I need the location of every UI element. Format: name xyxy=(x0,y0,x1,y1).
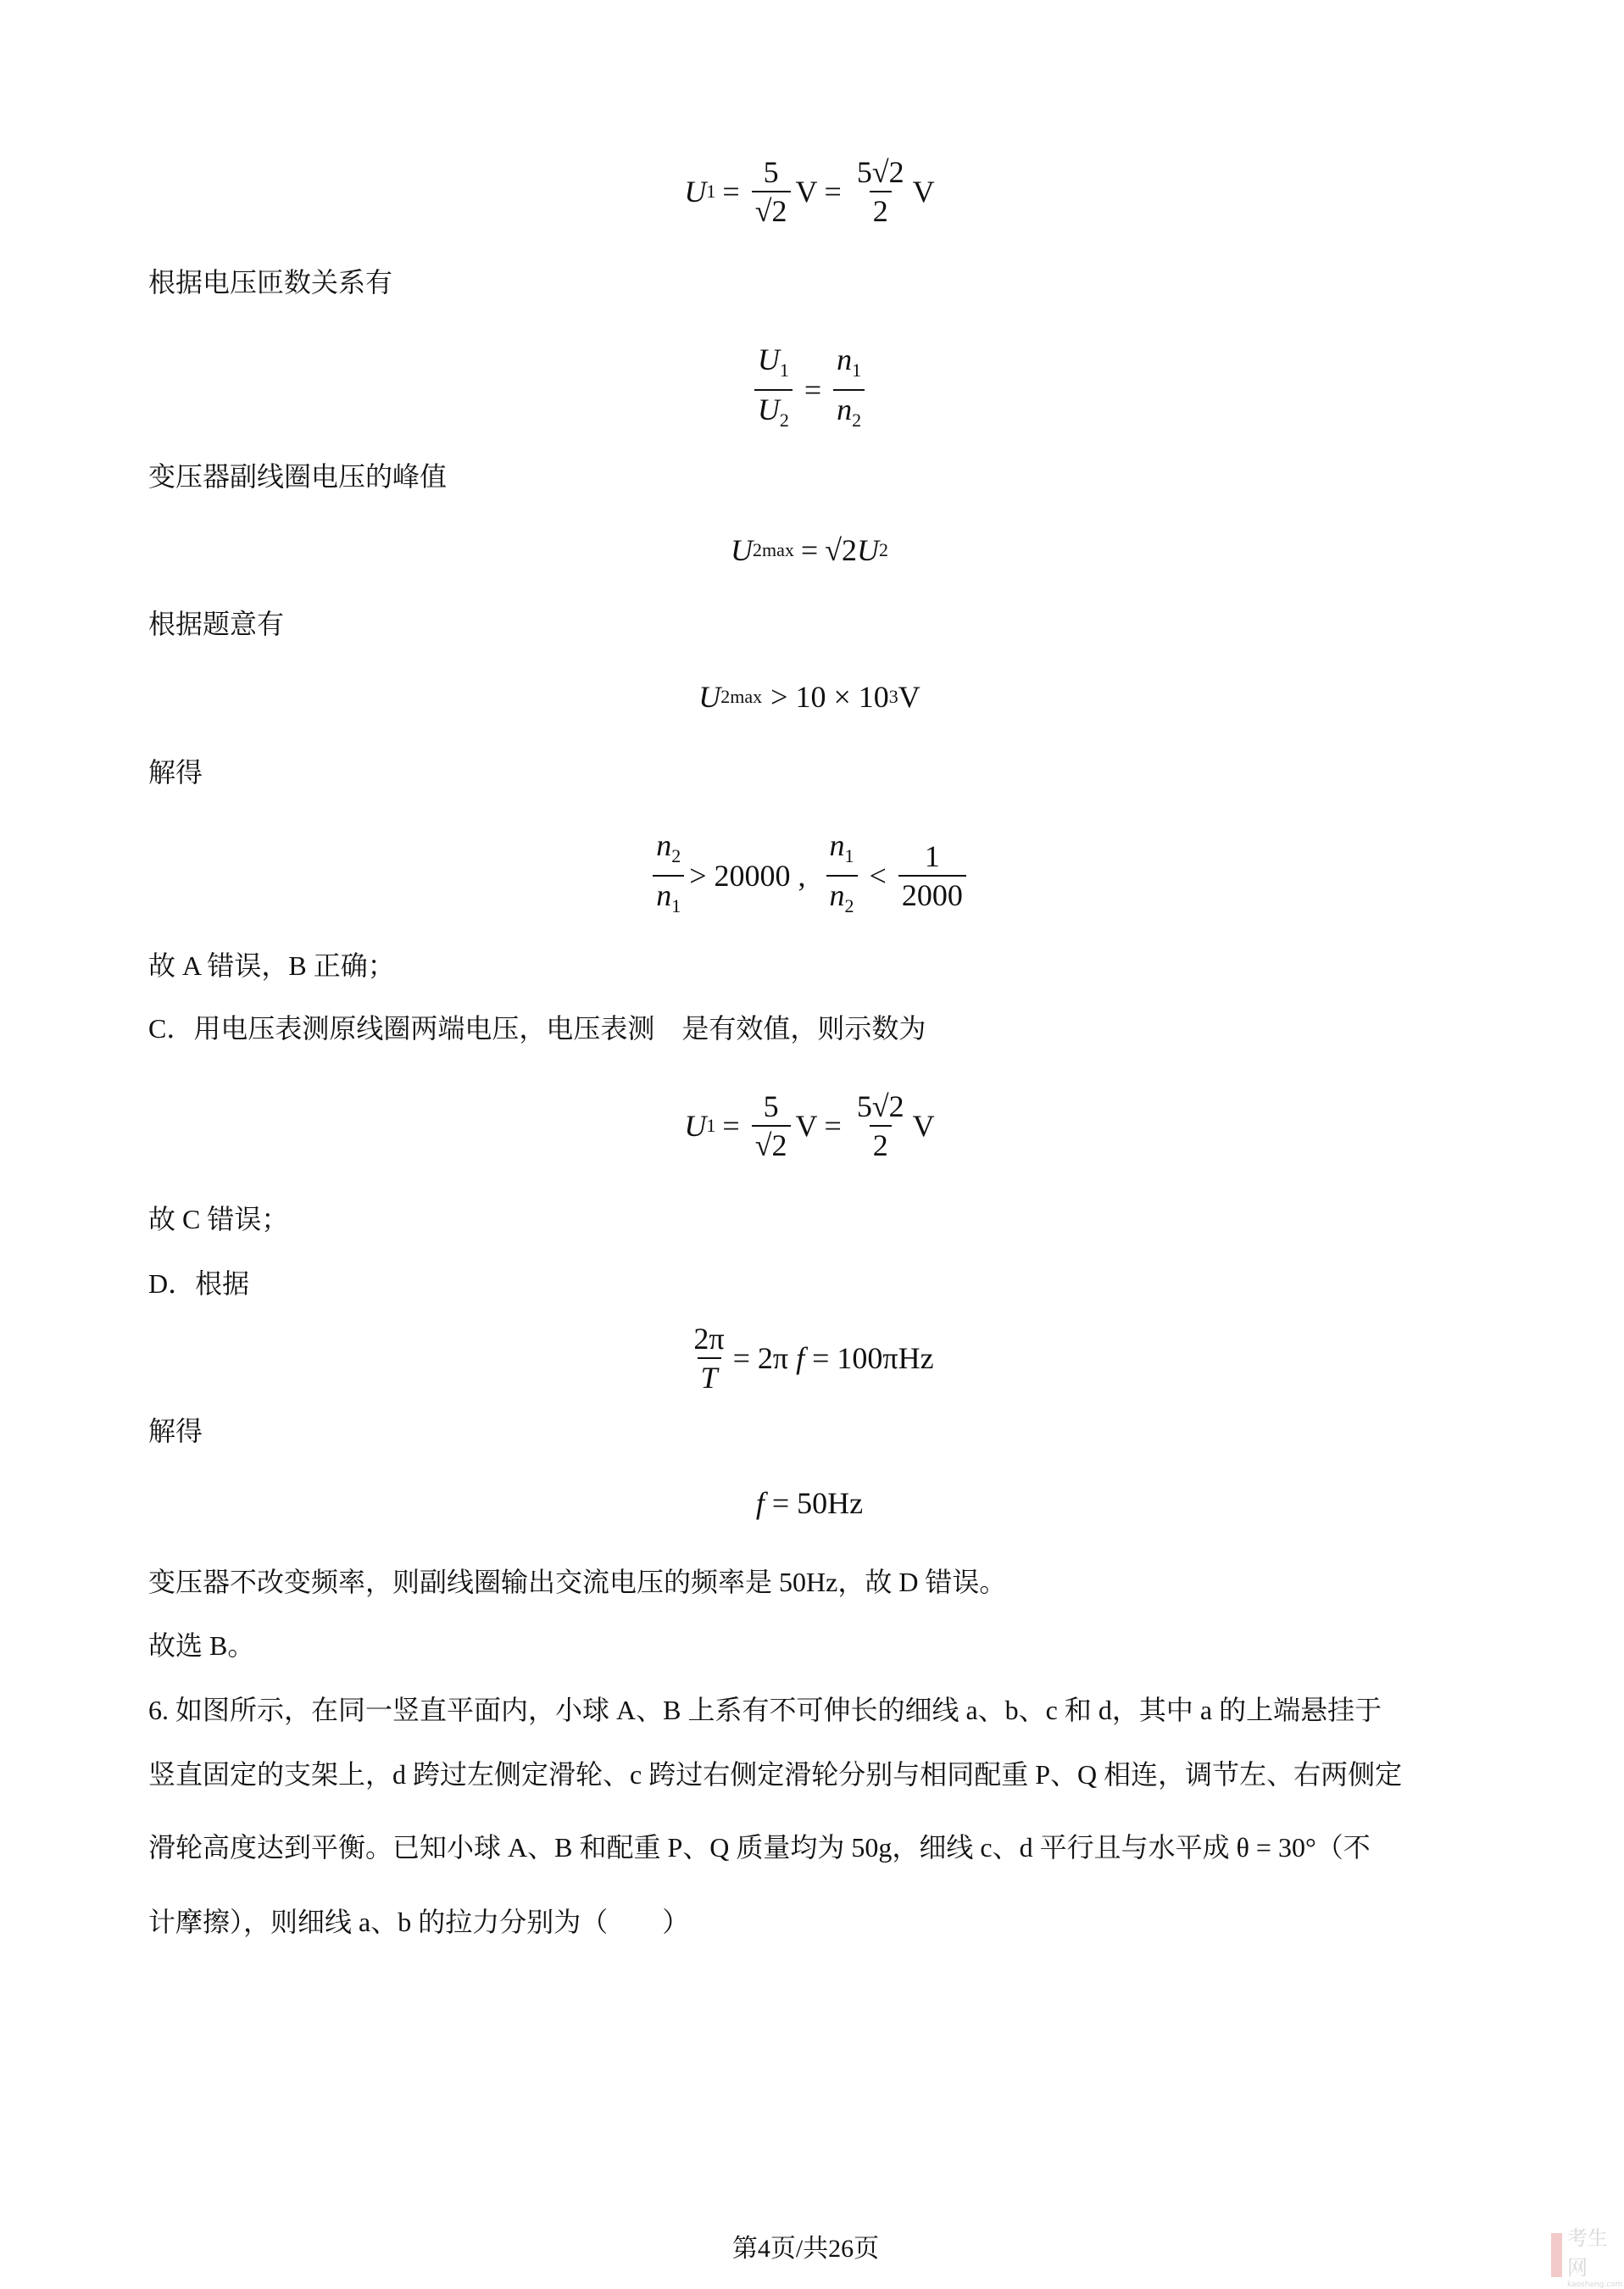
symbol: U xyxy=(731,533,754,567)
text-line: 变压器不改变频率，则副线圈输出交流电压的频率是 50Hz，故 D 错误。 xyxy=(148,1567,1007,1597)
subscript: 2max xyxy=(720,686,763,707)
denominator: √2 xyxy=(752,1125,791,1164)
subscript: 2 xyxy=(852,409,862,431)
watermark-url: kaosheng.com xyxy=(1566,2281,1623,2289)
symbol: n xyxy=(837,343,853,376)
fraction xyxy=(752,1088,791,1164)
fraction xyxy=(754,341,793,439)
unit: V xyxy=(795,175,818,209)
numerator: 5√2 xyxy=(856,1089,904,1123)
expression: = 100πHz xyxy=(812,1341,934,1375)
equation-frequency xyxy=(0,1485,1619,1521)
subscript: 1 xyxy=(852,359,862,381)
subscript: 2 xyxy=(878,539,888,560)
denominator: 2 xyxy=(870,191,892,230)
symbol: n xyxy=(837,393,853,426)
denominator: √2 xyxy=(752,191,791,230)
equation-turns-ratio xyxy=(0,827,1619,925)
symbol: U xyxy=(684,1109,707,1143)
text-line: 根据电压匝数关系有 xyxy=(148,267,393,298)
fraction xyxy=(898,838,966,914)
page-footer: 第4页/共26页 xyxy=(731,2235,880,2263)
symbol: n xyxy=(829,878,845,912)
logo-icon xyxy=(1551,2233,1562,2277)
fraction xyxy=(752,153,791,230)
denominator: T xyxy=(698,1357,721,1396)
question-line: 6. 如图所示，在同一竖直平面内，小球 A、B 上系有不可伸长的细线 a、b、c 和 d，其中 a 的上端悬挂于 xyxy=(148,1695,1382,1725)
exponent: 3 xyxy=(888,686,898,707)
symbol: U xyxy=(856,533,879,567)
fraction xyxy=(690,1320,727,1396)
subscript: 2max xyxy=(753,539,794,560)
symbol: U xyxy=(698,680,721,714)
subscript: 1 xyxy=(706,181,716,202)
text-line: C．用电压表测原线圈两端电压，电压表测 是有效值，则示数为 xyxy=(148,1013,926,1044)
numerator: 5 xyxy=(763,1089,779,1123)
equation-omega xyxy=(0,1320,1619,1396)
subscript: 2 xyxy=(844,895,854,916)
symbol: U xyxy=(757,343,780,376)
sqrt: √2 xyxy=(825,533,857,567)
subscript: 1 xyxy=(671,895,681,916)
equation-peak: U 2max = √2 U 2 xyxy=(731,533,888,567)
numerator: 5 xyxy=(763,155,779,189)
unit: V xyxy=(912,175,935,209)
symbol: n xyxy=(656,828,672,862)
symbol: U xyxy=(757,393,780,426)
subscript: 2 xyxy=(779,409,789,431)
fraction xyxy=(854,1088,908,1164)
text-line: 故 A 错误，B 正确； xyxy=(148,950,395,981)
text-line: 变压器副线圈电压的峰值 xyxy=(148,461,448,492)
fraction xyxy=(833,341,865,439)
text-line: 根据题意有 xyxy=(148,609,285,639)
equation-condition xyxy=(0,679,1619,715)
subscript: 1 xyxy=(779,359,789,381)
symbol: n xyxy=(829,828,845,862)
fraction xyxy=(826,827,858,925)
question-line: 竖直固定的支架上，d 跨过左侧定滑轮、c 跨过右侧定滑轮分别与相同配重 P、Q 相连，调节左、右两侧定 xyxy=(148,1759,1403,1790)
watermark-logo xyxy=(1551,2221,1624,2289)
text-line: 故选 B。 xyxy=(148,1630,255,1661)
subscript: 2 xyxy=(671,845,681,866)
relation: > 10 × 10 xyxy=(770,680,889,714)
denominator: 2 xyxy=(870,1125,892,1164)
denominator: 2000 xyxy=(898,875,966,914)
question-line: 滑轮高度达到平衡。已知小球 A、B 和配重 P、Q 质量均为 50g，细线 c、d 平行且与水平成 θ = 30°（不 xyxy=(148,1832,1371,1863)
watermark-name: 考生网 xyxy=(1566,2226,1608,2280)
text-line: D．根据 xyxy=(148,1268,250,1299)
expression: = 2π xyxy=(732,1341,789,1375)
text-line: 解得 xyxy=(148,757,203,788)
subscript: 1 xyxy=(844,845,854,866)
text-line: 故 C 错误； xyxy=(148,1204,289,1234)
relation: > 20000 , xyxy=(689,859,806,893)
fraction xyxy=(854,153,908,230)
question-line: 计摩擦），则细线 a、b 的拉力分别为（ ） xyxy=(148,1907,690,1937)
symbol: f xyxy=(796,1341,805,1375)
numerator: 1 xyxy=(924,839,940,873)
symbol: f xyxy=(755,1486,765,1520)
unit: V xyxy=(912,1109,935,1143)
equation-ratio: $\frac{U_1}{U_2}$ = $\frac{n_1}{n_2}$ xyxy=(0,341,1619,439)
numerator: 5√2 xyxy=(856,155,904,189)
expression: = 50Hz xyxy=(771,1486,864,1520)
unit: V xyxy=(795,1109,818,1143)
fraction xyxy=(653,827,684,925)
numerator: 2π xyxy=(693,1322,725,1356)
unit: V xyxy=(898,680,920,714)
symbol: U xyxy=(684,175,707,209)
text-line: 解得 xyxy=(148,1416,203,1446)
symbol: n xyxy=(656,878,672,912)
subscript: 1 xyxy=(706,1115,716,1136)
equation-u1-repeat: U 1 = $\frac{5}{√2}$ V = $\frac{5√2}{2}$ V xyxy=(684,1089,935,1162)
relation: < xyxy=(869,859,887,893)
equation-u1: U 1 = $\frac{5}{√2}$ V = $\frac{5√2}{2}$ V xyxy=(684,155,935,228)
